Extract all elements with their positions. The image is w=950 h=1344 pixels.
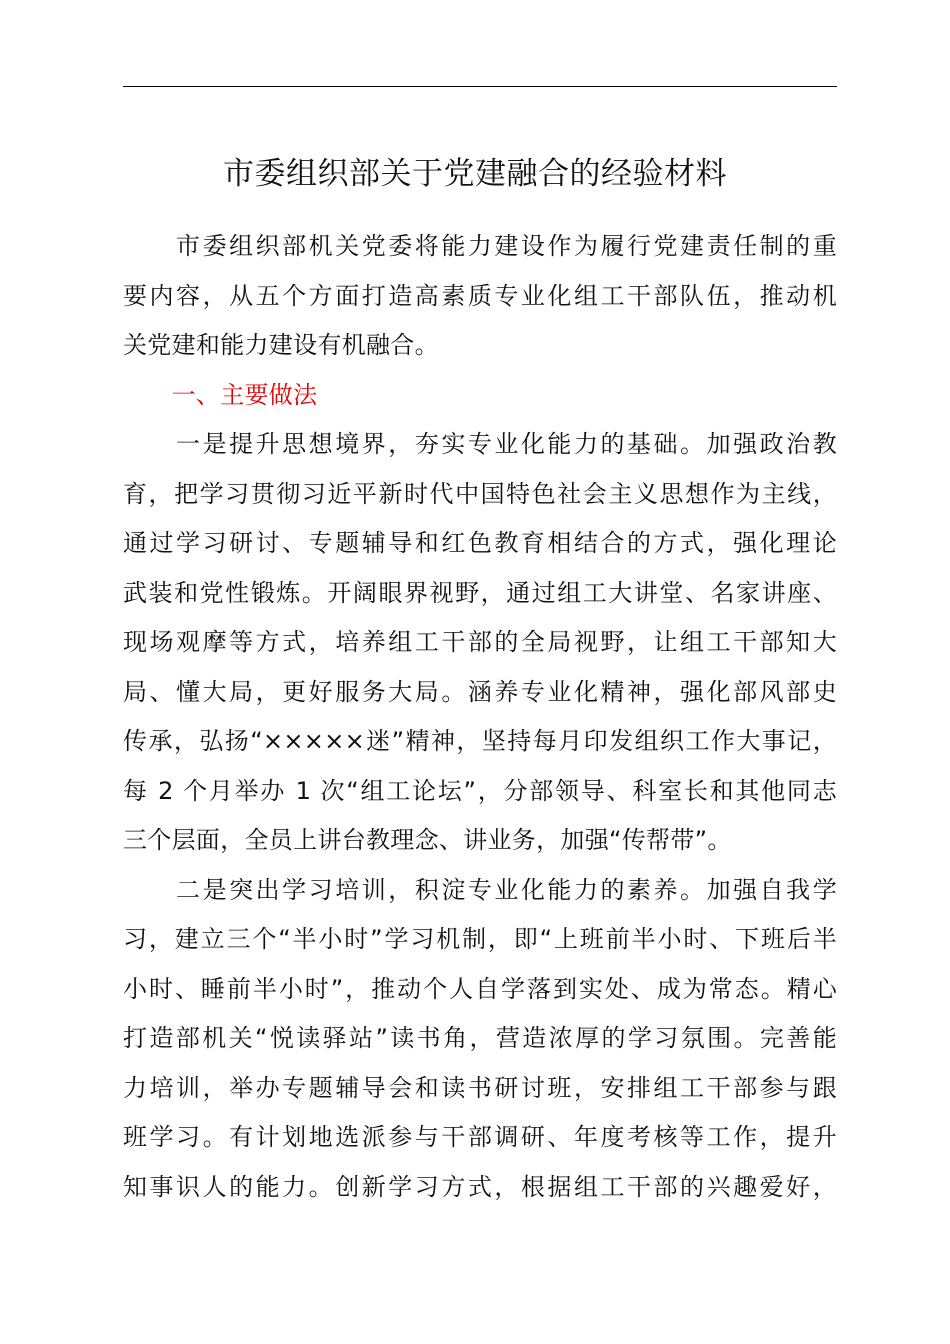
text-line: 通过学习研讨、专题辅导和红色教育相结合的方式，强化理论 [123, 529, 837, 557]
text-line: 一是提升思想境界，夯实专业化能力的基础。加强政治教 [123, 430, 837, 458]
text-line: 班学习。有计划地选派参与干部调研、年度考核等工作，提升 [123, 1123, 837, 1151]
intro-paragraph [123, 222, 837, 371]
text-line: 局、懂大局，更好服务大局。涵养专业化精神，强化部风部史 [123, 677, 837, 706]
text-line: 打造部机关“悦读驿站”读书角，营造浓厚的学习氛围。完善能 [123, 1024, 837, 1052]
text-line: 知事识人的能力。创新学习方式，根据组工干部的兴趣爱好， [123, 1172, 837, 1201]
text-line: 力培训，举办专题辅导会和读书研讨班，安排组工干部参与跟 [123, 1073, 837, 1102]
section-heading [123, 371, 837, 421]
text-line: 三个层面，全员上讲台教理念、讲业务，加强“传帮带”。 [123, 826, 732, 854]
text-line: 育，把学习贯彻习近平新时代中国特色社会主义思想作为主线， [123, 479, 837, 508]
text-line: 市委组织部机关党委将能力建设作为履行党建责任制的重 [123, 232, 837, 260]
heading-line: 一、主要做法 [123, 380, 318, 409]
document-body [123, 222, 837, 1212]
text-line: 每 2 个月举办 1 次“组工论坛”，分部领导、科室长和其他同志 [123, 776, 837, 805]
text-line: 二是突出学习培训，积淀专业化能力的素养。加强自我学 [123, 875, 837, 904]
text-line: 现场观摩等方式，培养组工干部的全局视野，让组工干部知大 [123, 628, 837, 656]
paragraph-2 [123, 866, 837, 1213]
text-line: 小时、睡前半小时”，推动个人自学落到实处、成为常态。精心 [123, 974, 837, 1003]
paragraph-1 [123, 420, 837, 866]
document-title: 市委组织部关于党建融合的经验材料 [223, 156, 727, 192]
text-line: 关党建和能力建设有机融合。 [123, 331, 439, 359]
text-line: 传承，弘扬“×××××迷”精神，坚持每月印发组织工作大事记， [123, 727, 837, 755]
header-rule [123, 86, 837, 87]
text-line: 要内容，从五个方面打造高素质专业化组工干部队伍，推动机 [123, 281, 837, 310]
text-line: 习，建立三个“半小时”学习机制，即“上班前半小时、下班后半 [123, 925, 837, 953]
text-line: 武装和党性锻炼。开阔眼界视野，通过组工大讲堂、名家讲座、 [123, 578, 837, 607]
